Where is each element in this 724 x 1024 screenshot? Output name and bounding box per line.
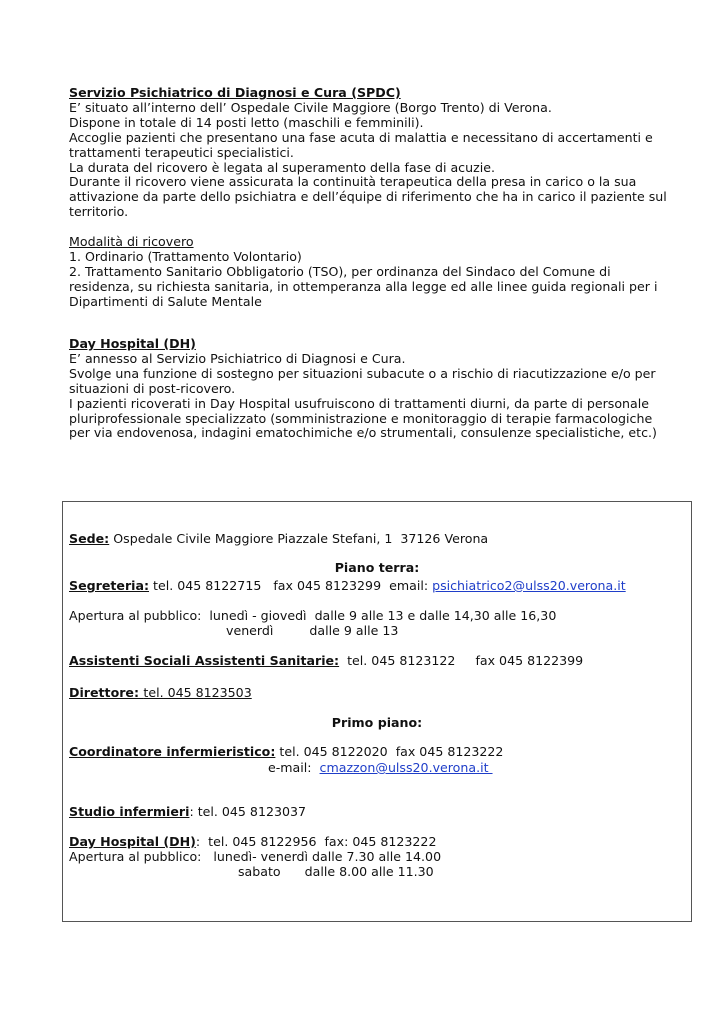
modalita-line: 2. Trattamento Sanitario Obbligatorio (TSO), per ordinanza del Sindaco del Comune di — [69, 263, 611, 279]
modalita-line: residenza, su richiesta sanitaria, in ottemperanza alla legge ed alle linee guida regionali per i — [69, 278, 658, 294]
sede-label: Sede: — [69, 531, 110, 546]
studio-line — [69, 804, 306, 819]
dh-line: I pazienti ricoverati in Day Hospital usufruiscono di trattamenti diurni, da parte di personale — [69, 395, 649, 411]
dh-title: Day Hospital (DH) — [69, 336, 196, 351]
spdc-section — [69, 86, 669, 220]
direttore-contacts: tel. 045 8123503 — [143, 685, 252, 700]
direttore-label: Direttore: — [69, 685, 144, 700]
spdc-line: trattamenti terapeutici specialistici. — [69, 144, 294, 160]
segreteria-contacts: tel. 045 8122715 fax 045 8123299 email: — [149, 578, 433, 593]
coordinatore-email-link[interactable]: cmazzon@ulss20.verona.it — [319, 760, 493, 775]
dh-line: pluriprofessionale specializzato (somministrazione e monitoraggio di terapie farmacologiche — [69, 410, 653, 426]
primo-piano-heading: Primo piano: — [331, 715, 423, 730]
studio-contacts: : tel. 045 8123037 — [189, 804, 307, 819]
modalita-section — [69, 235, 669, 310]
dh-apertura-line-2: sabato dalle 8.00 alle 11.30 — [238, 864, 434, 879]
coordinatore-contacts: tel. 045 8122020 fax 045 8123222 — [275, 744, 504, 759]
sede-line — [69, 531, 488, 546]
spdc-line: Dispone in totale di 14 posti letto (maschili e femminili). — [69, 114, 424, 130]
dh-line: situazioni di post-ricovero. — [69, 380, 236, 396]
modalita-title: Modalità di ricovero — [69, 234, 194, 249]
dh-apertura-line-1: Apertura al pubblico: lunedì- venerdì dalle 7.30 alle 14.00 — [69, 849, 442, 864]
spdc-line: La durata del ricovero è legata al superamento della fase di acuzie. — [69, 159, 495, 175]
assistenti-label: Assistenti Sociali Assistenti Sanitarie: — [69, 653, 340, 668]
segreteria-line — [69, 578, 626, 593]
studio-label: Studio infermieri — [69, 804, 190, 819]
direttore-line — [69, 685, 252, 700]
dh-line: per via endovenosa, indagini ematochimiche e/o strumentali, consulenze specialistiche, etc.) — [69, 425, 657, 441]
spdc-line: Durante il ricovero viene assicurata la continuità terapeutica della presa in carico o la sua — [69, 174, 637, 190]
apertura-line-1: Apertura al pubblico: lunedì - giovedì dalle 9 alle 13 e dalle 14,30 alle 16,30 — [69, 608, 557, 623]
apertura-line-2: venerdì dalle 9 alle 13 — [226, 623, 399, 638]
dh-contact-label: Day Hospital (DH) — [69, 834, 196, 849]
coordinatore-label: Coordinatore infermieristico: — [69, 744, 276, 759]
assistenti-line — [69, 653, 583, 668]
coordinatore-email-label: e-mail: — [268, 760, 320, 775]
segreteria-label: Segreteria: — [69, 578, 150, 593]
dh-contacts: : tel. 045 8122956 fax: 045 8123222 — [195, 834, 437, 849]
assistenti-contacts: tel. 045 8123122 fax 045 8122399 — [339, 653, 584, 668]
dh-section — [69, 337, 669, 441]
spdc-line: Accoglie pazienti che presentano una fase acuta di malattia e necessitano di accertamenti e — [69, 129, 653, 145]
dh-line: Svolge una funzione di sostegno per situazioni subacute o a rischio di riacutizzazione e/o per — [69, 365, 656, 381]
spdc-line: E’ situato all’interno dell’ Ospedale Civile Maggiore (Borgo Trento) di Verona. — [69, 99, 552, 115]
segreteria-email-link[interactable]: psichiatrico2@ulss20.verona.it — [432, 578, 626, 593]
spdc-line: attivazione da parte dello psichiatra e dell’équipe di riferimento che ha in carico il paziente sul — [69, 189, 667, 205]
modalita-line: Dipartimenti di Salute Mentale — [69, 293, 262, 309]
coordinatore-email-line — [268, 760, 493, 775]
spdc-title: Servizio Psichiatrico di Diagnosi e Cura (SPDC) — [69, 85, 401, 100]
dh-line: E’ annesso al Servizio Psichiatrico di Diagnosi e Cura. — [69, 350, 406, 366]
coordinatore-line — [69, 744, 503, 759]
spdc-line: territorio. — [69, 204, 129, 220]
dh-contact-line — [69, 834, 436, 849]
piano-terra-heading: Piano terra: — [334, 560, 420, 575]
sede-address: Ospedale Civile Maggiore Piazzale Stefani, 1 37126 Verona — [109, 531, 489, 546]
modalita-line: 1. Ordinario (Trattamento Volontario) — [69, 248, 302, 264]
